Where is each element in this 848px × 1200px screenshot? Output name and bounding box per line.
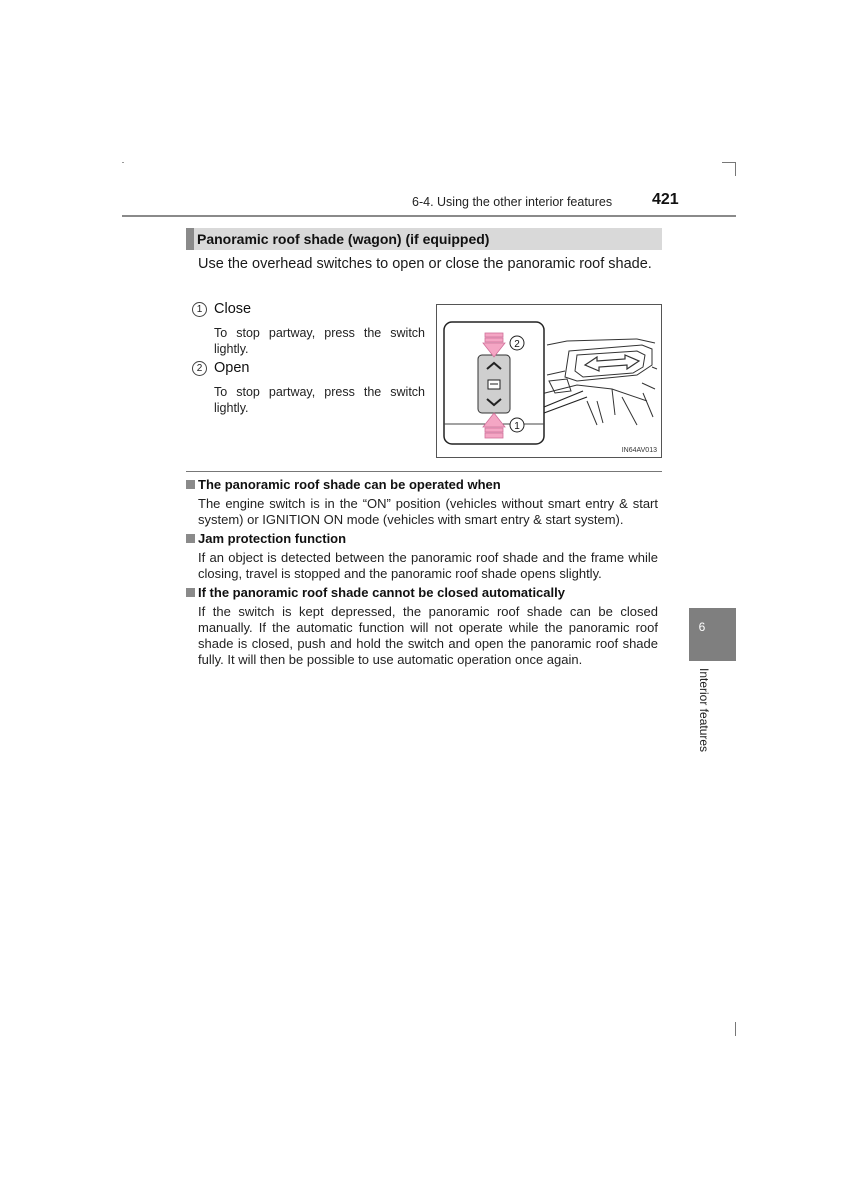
- note-heading-text: Jam protection function: [198, 531, 347, 546]
- notes-divider: [186, 471, 662, 472]
- note-heading-text: The panoramic roof shade can be operated when: [198, 477, 501, 492]
- chapter-label: Interior features: [697, 668, 711, 753]
- bullet-square-icon: [186, 480, 195, 489]
- crop-mark: [735, 162, 736, 176]
- chapter-number: 6: [698, 620, 706, 634]
- crop-mark: [722, 162, 736, 163]
- intro-paragraph: Use the overhead switches to open or close the panoramic roof shade.: [198, 256, 652, 272]
- item-desc-close: To stop partway, press the switch lightly.: [214, 326, 425, 356]
- note-heading: [186, 585, 565, 600]
- page-number: 421: [652, 191, 679, 208]
- item-desc-open: To stop partway, press the switch lightly.: [214, 385, 425, 415]
- callout-2-label: 2: [514, 339, 520, 350]
- callout-number-1: 1: [192, 302, 207, 317]
- leader-lines: [544, 391, 587, 413]
- item-label-open: Open: [214, 360, 250, 376]
- note-heading-text: If the panoramic roof shade cannot be closed automatically: [198, 585, 565, 600]
- switch-illustration: [436, 304, 662, 458]
- note-body: The engine switch is in the “ON” position (vehicles without smart entry & start system) or IGNITION ON mode (vehicles with smart entry & start system).: [198, 496, 658, 527]
- crop-mark: [735, 1022, 736, 1036]
- press-indicator: [485, 333, 503, 337]
- figure-code: IN64AV013: [621, 447, 657, 454]
- section-title-bar: [186, 228, 662, 250]
- section-title: Panoramic roof shade (wagon) (if equipped): [197, 231, 490, 247]
- roof-shade-switch-diagram: [437, 305, 661, 457]
- title-marker: [186, 228, 194, 250]
- bullet-square-icon: [186, 588, 195, 597]
- note-body: If the switch is kept depressed, the panoramic roof shade can be closed manually. If the automatic function will not operate while the panoramic roof shade is closed, push and hold the switch and open the panoramic roof shade fully. It will then be possible to use automatic operation once again.: [198, 604, 658, 667]
- callout-1-label: 1: [514, 421, 520, 432]
- note-body: If an object is detected between the panoramic roof shade and the frame while closing, travel is stopped and the panoramic roof shade opens slightly.: [198, 550, 658, 581]
- item-label-close: Close: [214, 301, 252, 317]
- bullet-square-icon: [186, 534, 195, 543]
- car-interior-drawing: [537, 339, 657, 425]
- note-heading: [186, 531, 346, 546]
- note-heading: [186, 477, 501, 492]
- crop-mark: [122, 162, 124, 163]
- callout-number-2: 2: [192, 361, 207, 376]
- header-rule: [122, 215, 736, 217]
- chapter-tab: [689, 608, 736, 661]
- double-arrow-icon: [585, 355, 639, 371]
- running-header: 6-4. Using the other interior features: [412, 195, 613, 209]
